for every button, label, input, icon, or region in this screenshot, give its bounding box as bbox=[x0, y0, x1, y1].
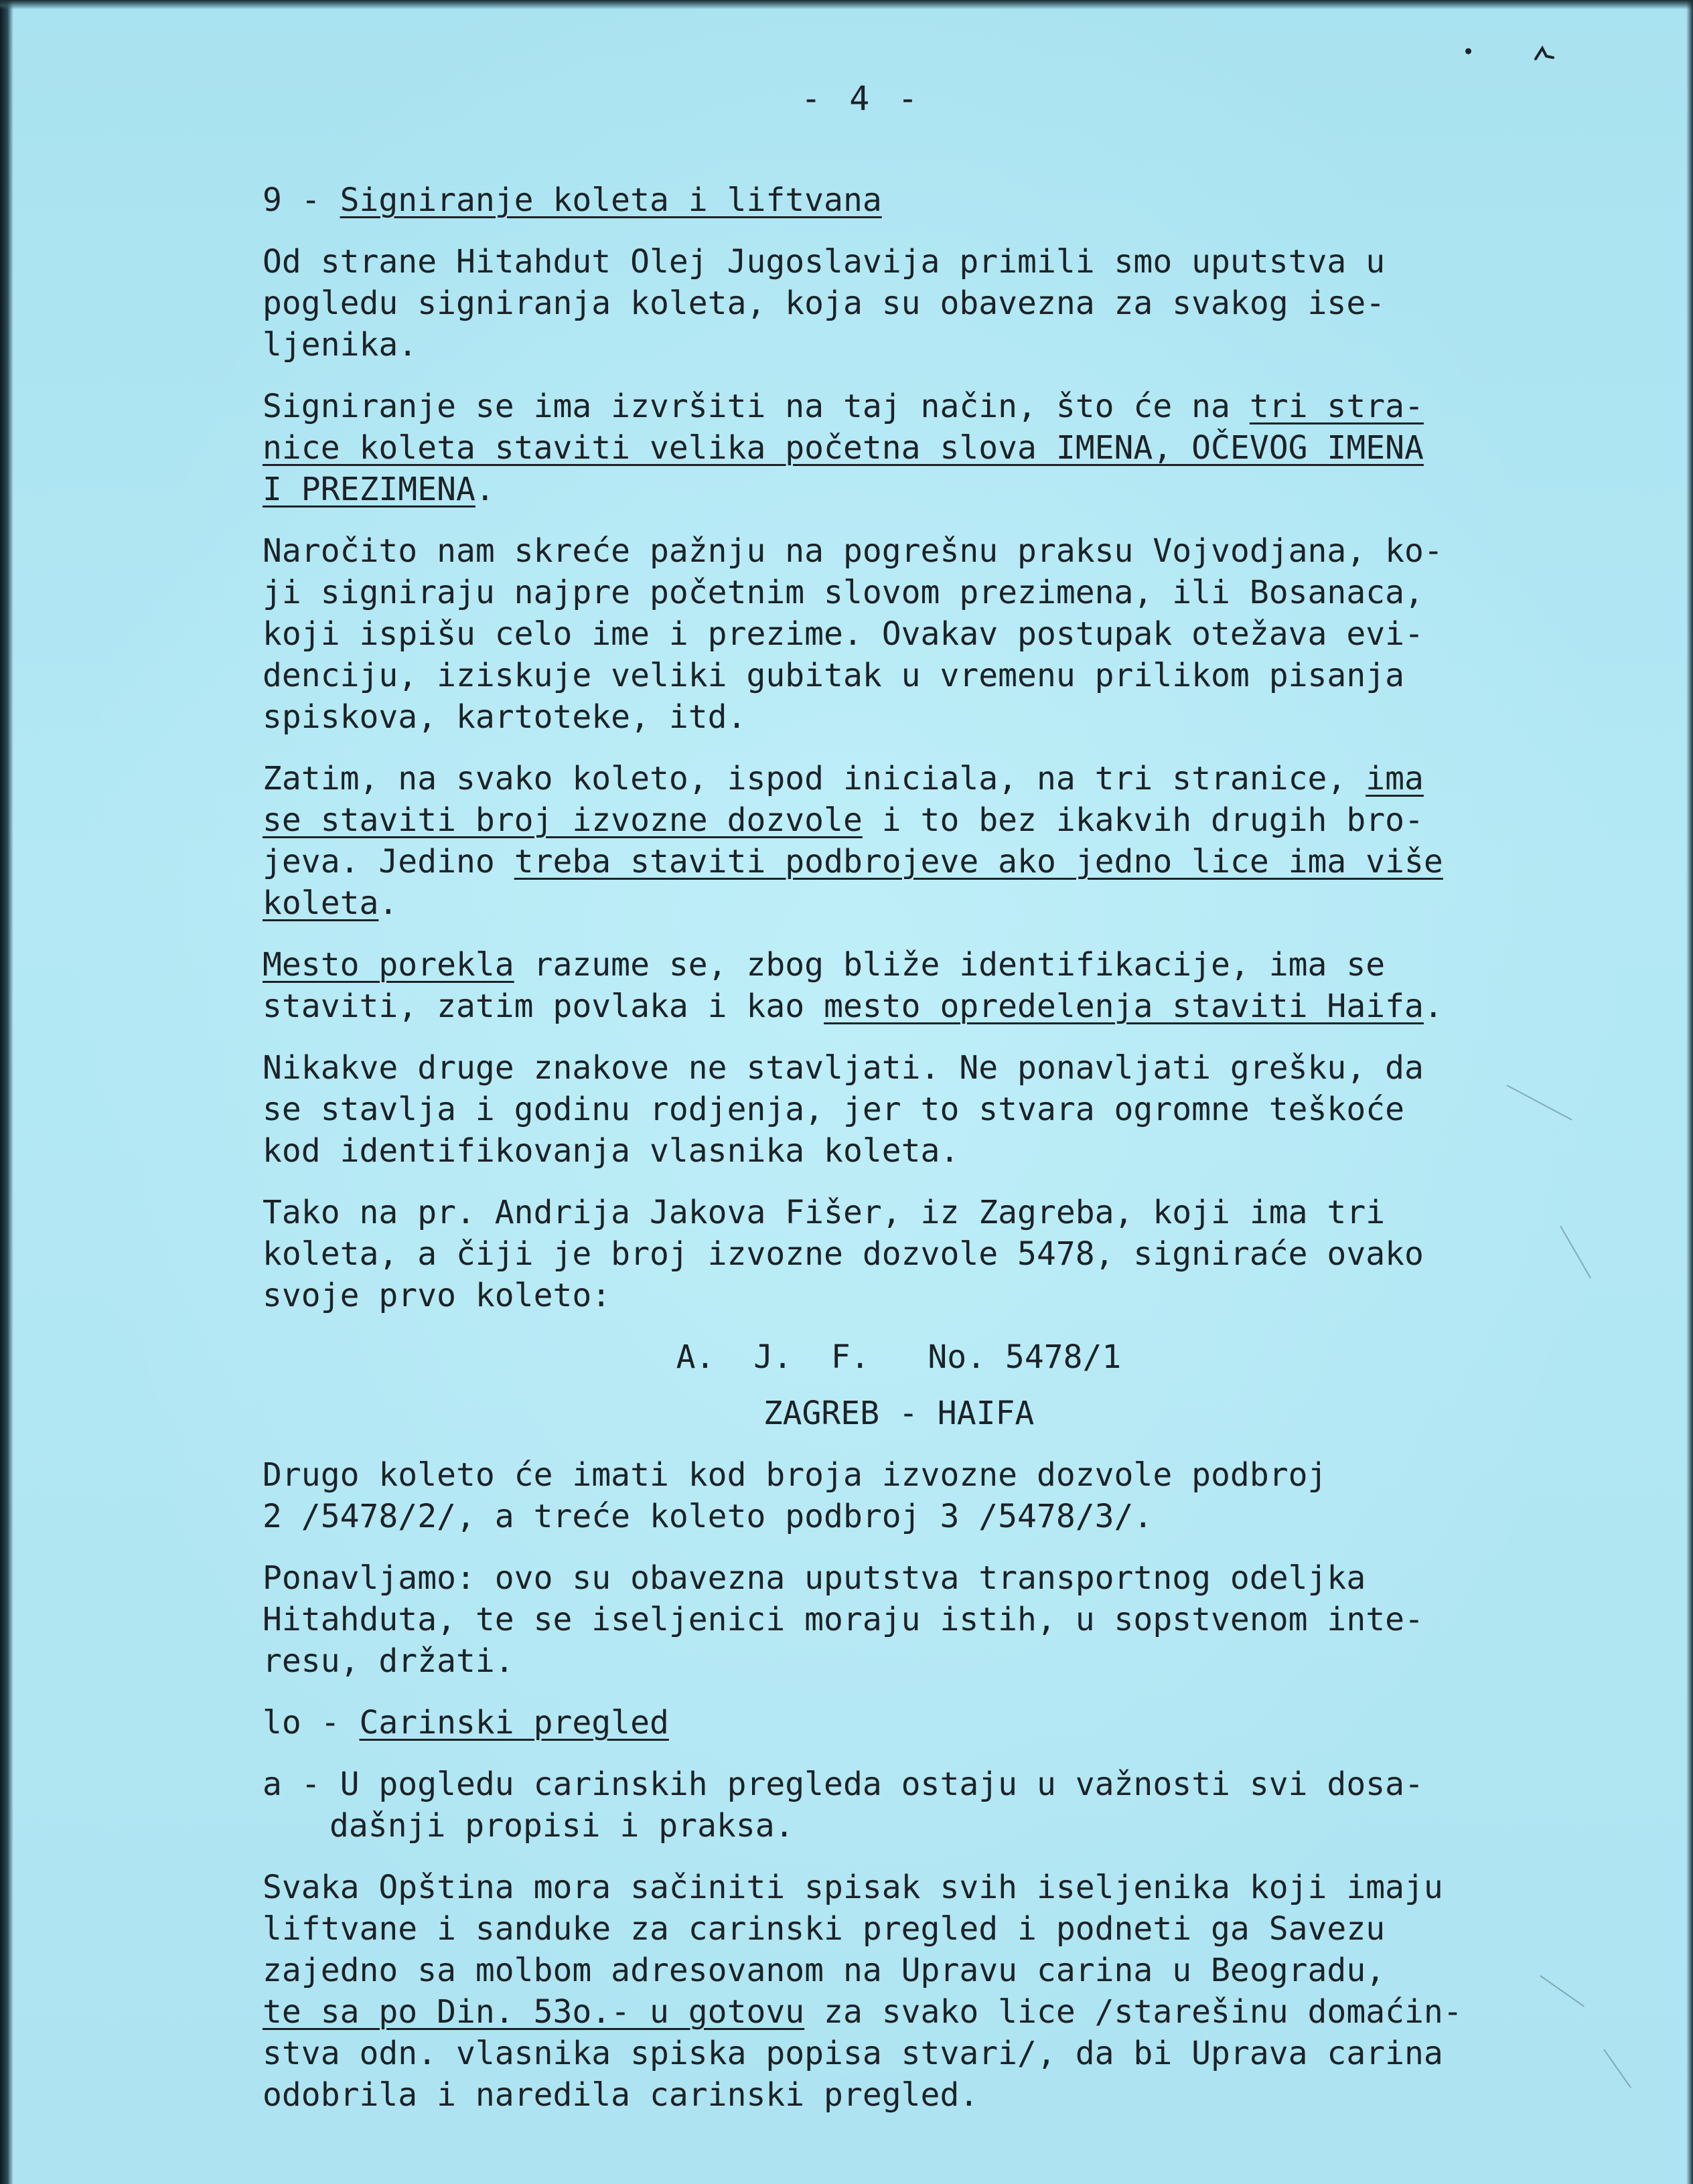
text-line: a - U pogledu carinskih pregleda ostaju u važnosti svi dosa- bbox=[263, 1766, 1424, 1803]
paragraph bbox=[263, 386, 1535, 510]
text-line bbox=[263, 841, 1535, 882]
paragraph bbox=[263, 1047, 1535, 1172]
example-marking: A. J. F. No. 5478/1 bbox=[676, 1338, 1122, 1376]
text-line: koleta, a čiji je broj izvozne dozvole 5478, signiraće ovako bbox=[263, 1235, 1424, 1273]
stray-pencil-stroke bbox=[1560, 1226, 1591, 1279]
text-line bbox=[263, 882, 1535, 924]
scan-edge-left bbox=[0, 0, 13, 2184]
text-span: i to bez ikakvih drugih bro- bbox=[862, 801, 1424, 839]
paragraph bbox=[263, 1867, 1535, 2116]
text-line bbox=[263, 386, 1535, 427]
text-line: Nikakve druge znakove ne stavljati. Ne ponavljati grešku, da bbox=[263, 1049, 1424, 1087]
text-line: se stavlja i godinu rodjenja, jer to stvara ogromne teškoće bbox=[263, 1091, 1405, 1128]
ink-dot-mark bbox=[1465, 48, 1471, 54]
section-title: Signiranje koleta i liftvana bbox=[340, 181, 882, 219]
text-line bbox=[263, 944, 1535, 986]
section-title: Carinski pregled bbox=[359, 1704, 669, 1741]
text-line: Od strane Hitahdut Olej Jugoslavija primili smo uputstva u bbox=[263, 243, 1386, 281]
underlined-text: treba staviti podbrojeve ako jedno lice ima više bbox=[514, 843, 1443, 880]
list-item bbox=[263, 1764, 1535, 1847]
document-body bbox=[263, 179, 1535, 2136]
text-span: razume se, zbog bliže identifikacije, ima se bbox=[514, 946, 1386, 984]
text-span: Signiranje se ima izvršiti na taj način, što će na bbox=[263, 388, 1250, 425]
paragraph bbox=[263, 1557, 1535, 1682]
paragraph bbox=[263, 758, 1535, 924]
page-number: - 4 - bbox=[801, 79, 922, 118]
text-line: liftvane i sanduke za carinski pregled i podneti ga Savezu bbox=[263, 1910, 1386, 1948]
text-line: Svaka Opština mora sačiniti spisak svih iseljenika koji imaju bbox=[263, 1869, 1443, 1906]
section-number: lo - bbox=[263, 1704, 360, 1741]
text-line: koji ispišu celo ime i prezime. Ovakav postupak otežava evi- bbox=[263, 615, 1424, 653]
text-line: Ponavljamo: ovo su obavezna uputstva transportnog odeljka bbox=[263, 1559, 1366, 1597]
text-line bbox=[263, 799, 1535, 841]
underlined-text: nice koleta staviti velika početna slova IMENA, OČEVOG IMENA bbox=[263, 429, 1424, 467]
text-span: . bbox=[1423, 988, 1443, 1025]
text-span: staviti, zatim povlaka i kao bbox=[263, 988, 824, 1025]
text-line: Hitahduta, te se iseljenici moraju istih, u sopstvenom inte- bbox=[263, 1601, 1424, 1638]
scan-edge-top bbox=[0, 0, 1693, 9]
example-route: ZAGREB - HAIFA bbox=[763, 1395, 1035, 1432]
text-line: resu, držati. bbox=[263, 1642, 514, 1680]
text-line: Drugo koleto će imati kod broja izvozne dozvole podbroj bbox=[263, 1456, 1327, 1494]
text-line bbox=[263, 469, 1535, 510]
text-span: . bbox=[378, 884, 398, 922]
text-line: dašnji propisi i praksa. bbox=[329, 1807, 794, 1845]
paragraph bbox=[263, 944, 1535, 1027]
text-line: denciju, iziskuje veliki gubitak u vremenu prilikom pisanja bbox=[263, 657, 1405, 694]
underlined-text: se staviti broj izvozne dozvole bbox=[263, 801, 863, 839]
text-line bbox=[263, 758, 1535, 799]
section-heading bbox=[263, 1702, 1535, 1743]
text-line: odobrila i naredila carinski pregled. bbox=[263, 2076, 979, 2114]
text-line: pogledu signiranja koleta, koja su obavezna za svakog ise- bbox=[263, 285, 1386, 322]
paragraph bbox=[263, 241, 1535, 366]
text-line: Tako na pr. Andrija Jakova Fišer, iz Zagreba, koji ima tri bbox=[263, 1194, 1386, 1231]
text-line: stva odn. vlasnika spiska popisa stvari/, da bi Uprava carina bbox=[263, 2035, 1443, 2072]
paragraph bbox=[263, 1192, 1535, 1316]
text-line: Naročito nam skreće pažnju na pogrešnu praksu Vojvodjana, ko- bbox=[263, 532, 1443, 570]
text-span: Zatim, na svako koleto, ispod iniciala, na tri stranice, bbox=[263, 760, 1366, 797]
text-line bbox=[263, 1991, 1535, 2033]
section-number: 9 - bbox=[263, 181, 340, 219]
underlined-text: tri stra- bbox=[1249, 388, 1424, 425]
stray-pencil-stroke bbox=[1603, 2049, 1631, 2088]
paragraph bbox=[263, 1454, 1535, 1537]
underlined-text: te sa po Din. 53o.- u gotovu bbox=[263, 1993, 805, 2031]
scan-edge-right bbox=[1686, 0, 1693, 2184]
underlined-text: Mesto porekla bbox=[263, 946, 514, 984]
underlined-text: I PREZIMENA bbox=[263, 471, 475, 508]
text-span: za svako lice /starešinu domaćin- bbox=[804, 1993, 1463, 2031]
text-line: spiskova, kartoteke, itd. bbox=[263, 698, 747, 736]
stray-pencil-stroke bbox=[1540, 1975, 1585, 2007]
text-line: kod identifikovanja vlasnika koleta. bbox=[263, 1132, 960, 1170]
text-span: jeva. Jedino bbox=[263, 843, 514, 880]
underlined-text: koleta bbox=[263, 884, 379, 922]
text-line: svoje prvo koleto: bbox=[263, 1277, 611, 1314]
text-line: ljenika. bbox=[263, 326, 418, 364]
text-line bbox=[263, 986, 1535, 1027]
section-heading bbox=[263, 179, 1535, 221]
text-line: 2 /5478/2/, a treće koleto podbroj 3 /5478/3/. bbox=[263, 1498, 1153, 1535]
handwritten-mark-icon bbox=[1533, 46, 1556, 62]
underlined-text: ima bbox=[1366, 760, 1424, 797]
text-line: ji signiraju najpre početnim slovom prezimena, ili Bosanaca, bbox=[263, 574, 1424, 611]
paragraph bbox=[263, 530, 1535, 738]
underlined-text: mesto opredelenja staviti Haifa bbox=[824, 988, 1424, 1025]
text-span: . bbox=[475, 471, 495, 508]
text-line: zajedno sa molbom adresovanom na Upravu carina u Beogradu, bbox=[263, 1952, 1386, 1989]
